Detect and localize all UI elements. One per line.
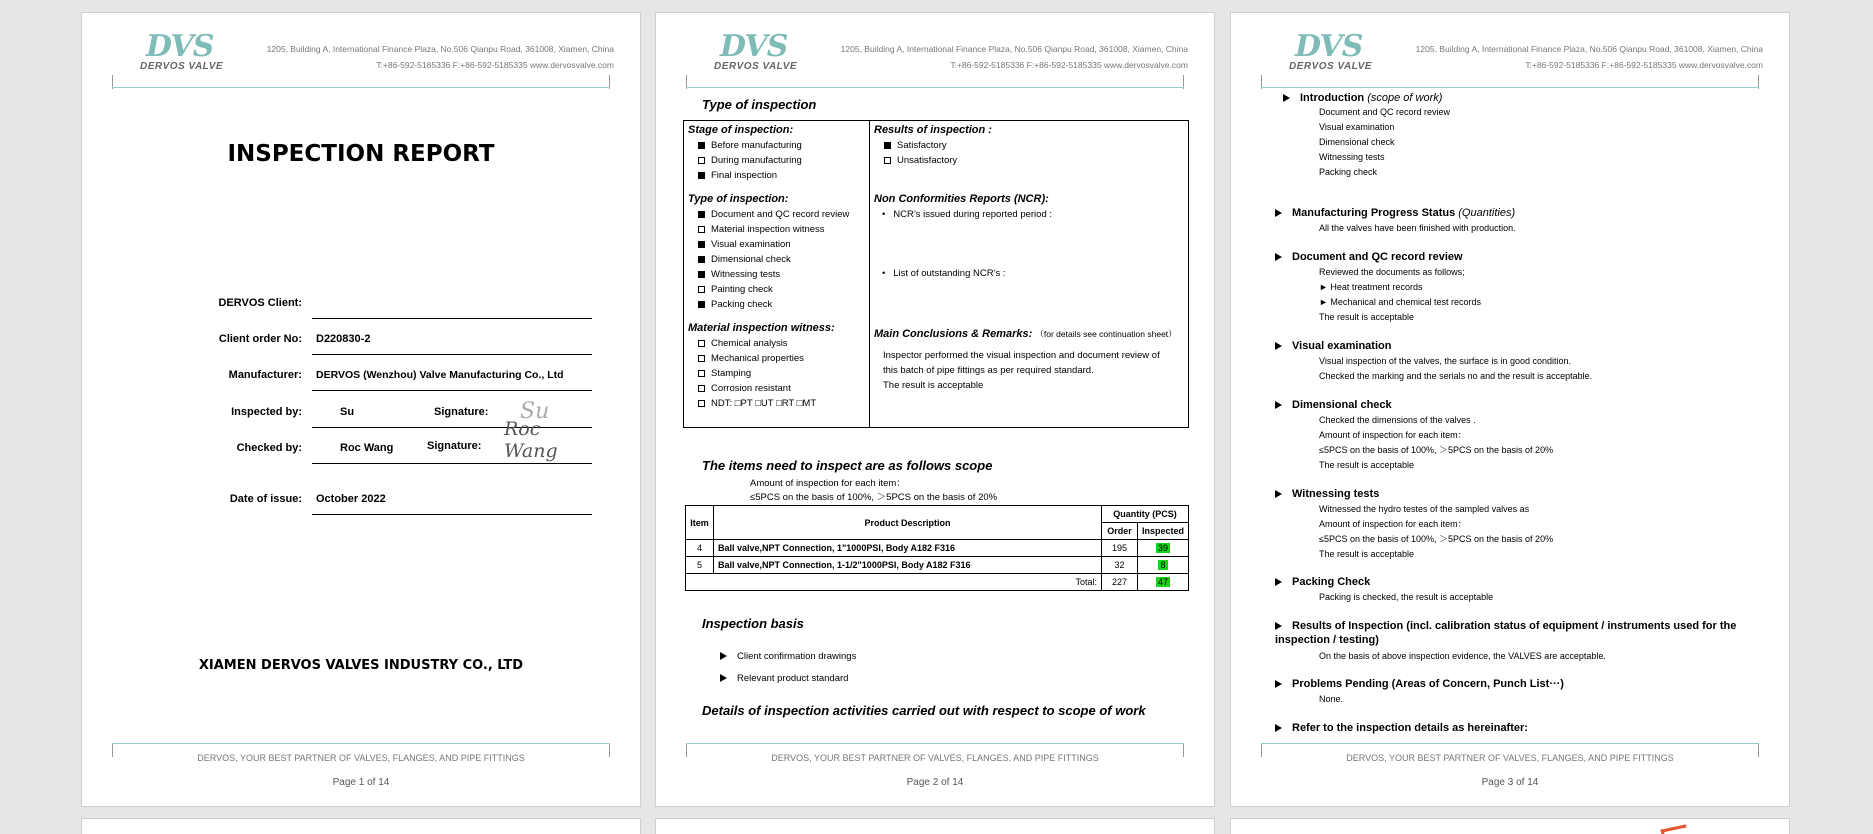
manufacturer-value: DERVOS (Wenzhou) Valve Manufacturing Co., Ltd xyxy=(316,369,564,381)
field-underline xyxy=(312,463,592,464)
doc-line-1: Reviewed the documents as follows; xyxy=(1319,267,1465,277)
header-divider xyxy=(112,87,610,88)
visual-title: Visual examination xyxy=(1292,340,1392,352)
checkbox-label: Witnessing tests xyxy=(711,269,781,280)
checkbox-label: Satisfactory xyxy=(897,140,947,151)
dim-line-4: The result is acceptable xyxy=(1319,460,1415,470)
ncr-text-2: List of outstanding NCR’s : xyxy=(893,268,1006,279)
col-order: Order xyxy=(1101,523,1137,540)
cell-item: 4 xyxy=(686,540,714,557)
page-number: Page 3 of 14 xyxy=(1481,777,1539,788)
refer-section xyxy=(1292,721,1765,736)
page-number: Page 2 of 14 xyxy=(906,777,964,788)
arrow-icon xyxy=(1275,680,1282,688)
dim-title: Dimensional check xyxy=(1292,399,1392,411)
ncr-text-1: NCR’s issued during reported period : xyxy=(893,209,1053,220)
logo-mark: DVS xyxy=(720,29,788,64)
arrow-icon xyxy=(720,652,727,660)
results-text: On the basis of above inspection evidence, the VALVES are acceptable. xyxy=(1319,651,1606,661)
checkbox-label: Stamping xyxy=(711,368,752,379)
basis-title: Inspection basis xyxy=(702,616,804,631)
checked-value: Roc Wang xyxy=(340,442,394,454)
arrow-icon xyxy=(1275,622,1282,630)
client-label: DERVOS Client: xyxy=(218,297,302,309)
field-underline xyxy=(312,514,592,515)
visual-section xyxy=(1292,339,1765,384)
dim-line-2: Amount of inspection for each item： xyxy=(1319,430,1467,440)
type-group-title: Type of inspection: xyxy=(688,193,789,205)
checkbox-item xyxy=(688,168,866,183)
arrow-icon xyxy=(1275,253,1282,261)
pack-section xyxy=(1292,575,1765,605)
ncr-item-2: • List of outstanding NCR’s : xyxy=(882,268,1006,279)
dim-heading xyxy=(1275,398,1765,413)
items-note xyxy=(750,477,997,505)
cell-desc: Ball valve,NPT Connection, 1"1000PSI, Body A182 F316 xyxy=(714,540,1102,557)
visual-heading xyxy=(1275,339,1765,354)
checkbox-item xyxy=(688,252,866,267)
wit-section xyxy=(1292,487,1765,562)
field-underline xyxy=(312,390,592,391)
header-address xyxy=(1416,41,1763,73)
doc-section xyxy=(1292,250,1765,325)
checked-by-field xyxy=(122,418,592,464)
intro-item: Visual examination xyxy=(1319,122,1395,132)
arrow-icon xyxy=(720,674,727,682)
page-header xyxy=(82,13,640,93)
page-5-top xyxy=(655,818,1215,834)
inspected-label: Inspected by: xyxy=(231,406,302,418)
progress-text: All the valves have been finished with production. xyxy=(1319,223,1516,233)
unchecked-box-icon xyxy=(698,385,705,392)
checkbox-item xyxy=(688,207,866,222)
checkbox-item xyxy=(874,138,1186,153)
items-note-line-2: ≤5PCS on the basis of 100%, ＞5PCS on the basis of 20% xyxy=(750,492,998,503)
footer-divider xyxy=(112,743,610,744)
partial-logo-icon xyxy=(1660,824,1687,834)
address-line: 1205, Building A, International Finance Plaza, No.506 Qianpu Road, 361008, Xiamen, China xyxy=(840,44,1188,54)
doc-line-2: ► Heat treatment records xyxy=(1319,282,1423,292)
contact-line: T:+86-592-5185336 F:+86-592-5185335 www.dervosvalve.com xyxy=(1525,60,1763,70)
material-list xyxy=(688,336,866,411)
problems-heading xyxy=(1275,677,1765,692)
intro-item: Dimensional check xyxy=(1319,137,1395,147)
wit-line-1: Witnessed the hydro testes of the sampled valves as xyxy=(1319,504,1530,514)
header-divider xyxy=(686,87,1184,88)
inspected-highlight: 8 xyxy=(1160,560,1166,570)
col-inspected: Inspected xyxy=(1137,523,1188,540)
header-divider xyxy=(1261,87,1759,88)
intro-item: Document and QC record review xyxy=(1319,107,1451,117)
unchecked-box-icon xyxy=(698,355,705,362)
checked-box-icon xyxy=(698,301,705,308)
intro-section xyxy=(1295,91,1765,180)
items-title: The items need to inspect are as follows scope xyxy=(702,458,993,473)
order-field xyxy=(122,319,592,355)
col-item: Item xyxy=(686,506,714,540)
table-row xyxy=(686,557,1189,574)
address-line: 1205, Building A, International Finance Plaza, No.506 Qianpu Road, 361008, Xiamen, China xyxy=(266,44,614,54)
basis-text-1: Client confirmation drawings xyxy=(737,651,857,662)
results-list xyxy=(874,138,1186,168)
arrow-icon xyxy=(1283,94,1290,102)
conclusions-heading xyxy=(874,327,1186,342)
checker-signature: Roc Wang xyxy=(504,418,558,462)
conclusions-result: The result is acceptable xyxy=(883,380,984,391)
dim-line-3: ≤5PCS on the basis of 100%, ＞5PCS on the basis of 20% xyxy=(1319,445,1554,455)
page-6-top xyxy=(1230,818,1790,834)
progress-note: (Quantities) xyxy=(1458,207,1516,219)
checked-label: Checked by: xyxy=(236,442,302,454)
manufacturer-field xyxy=(122,355,592,391)
header-address xyxy=(267,41,614,73)
cell-order: 195 xyxy=(1101,540,1137,557)
dim-section xyxy=(1292,398,1765,473)
problems-title: Problems Pending (Areas of Concern, Punch List···) xyxy=(1292,678,1564,690)
total-order: 227 xyxy=(1101,574,1137,591)
type-list xyxy=(688,207,866,312)
company-logo xyxy=(140,29,230,72)
checkbox-label: Before manufacturing xyxy=(711,140,802,151)
checkbox-label: Corrosion resistant xyxy=(711,383,791,394)
wit-line-3: ≤5PCS on the basis of 100%, ＞5PCS on the basis of 20% xyxy=(1319,534,1554,544)
checkbox-item xyxy=(688,351,866,366)
right-column xyxy=(874,121,1186,393)
progress-section xyxy=(1292,206,1765,236)
intro-item: Packing check xyxy=(1319,167,1378,177)
checked-box-icon xyxy=(698,271,705,278)
inspection-summary-box xyxy=(683,120,1189,428)
checkbox-label: NDT: □PT □UT □RT □MT xyxy=(711,398,817,409)
problems-section xyxy=(1292,677,1765,707)
checkbox-item xyxy=(688,297,866,312)
unchecked-box-icon xyxy=(698,226,705,233)
table-row xyxy=(686,540,1189,557)
results-title: Results of Inspection (incl. calibration status of equipment / instruments used for the inspection / testing) xyxy=(1275,620,1737,646)
stage-list xyxy=(688,138,866,183)
company-name: XIAMEN DERVOS VALVES INDUSTRY CO., LTD xyxy=(198,658,524,673)
checked-box-icon xyxy=(698,172,705,179)
checked-box-icon xyxy=(698,211,705,218)
unchecked-box-icon xyxy=(698,157,705,164)
checked-box-icon xyxy=(884,142,891,149)
checkbox-item xyxy=(688,336,866,351)
signature-label: Signature: xyxy=(427,440,482,452)
logo-text: DERVOS VALVE xyxy=(140,61,224,72)
page-header xyxy=(1231,13,1789,93)
total-inspected: 47 xyxy=(1157,577,1168,587)
report-title: INSPECTION REPORT xyxy=(227,141,495,167)
basis-item-1 xyxy=(720,651,856,662)
checkbox-item xyxy=(688,267,866,282)
col-desc: Product Description xyxy=(714,506,1102,540)
ncr-title: Non Conformities Reports (NCR): xyxy=(874,193,1049,205)
checkbox-item xyxy=(688,222,866,237)
arrow-icon xyxy=(1275,342,1282,350)
intro-heading xyxy=(1283,91,1765,106)
col-qty: Quantity (PCS) xyxy=(1101,506,1188,523)
pack-heading xyxy=(1275,575,1765,590)
intro-note: (scope of work) xyxy=(1367,92,1443,104)
checkbox-label: Final inspection xyxy=(711,170,778,181)
doc-line-3: ► Mechanical and chemical test records xyxy=(1319,297,1481,307)
stage-title: Stage of inspection: xyxy=(688,124,794,136)
address-line: 1205, Building A, International Finance Plaza, No.506 Qianpu Road, 361008, Xiamen, China xyxy=(1415,44,1763,54)
checkbox-label: During manufacturing xyxy=(711,155,802,166)
results-section xyxy=(1275,619,1765,663)
wit-title: Witnessing tests xyxy=(1292,488,1380,500)
page-number: Page 1 of 14 xyxy=(332,777,390,788)
checkbox-label: Painting check xyxy=(711,284,773,295)
basis-text-2: Relevant product standard xyxy=(737,673,849,684)
refer-heading xyxy=(1275,721,1765,736)
items-table-body xyxy=(686,540,1189,574)
checkbox-label: Packing check xyxy=(711,299,773,310)
items-note-line-1: Amount of inspection for each item： xyxy=(750,478,906,489)
footer-tagline: DERVOS, YOUR BEST PARTNER OF VALVES, FLANGES, AND PIPE FITTINGS xyxy=(1346,753,1674,763)
arrow-icon xyxy=(1275,490,1282,498)
type-of-inspection-title: Type of inspection xyxy=(702,97,817,112)
arrow-icon xyxy=(1275,209,1282,217)
footer-divider xyxy=(686,743,1184,744)
cell-inspected xyxy=(1137,540,1188,557)
checkbox-label: Unsatisfactory xyxy=(897,155,958,166)
order-value: D220830-2 xyxy=(316,333,371,345)
progress-title: Manufacturing Progress Status xyxy=(1292,207,1456,219)
client-field xyxy=(122,283,592,319)
checkbox-item xyxy=(688,366,866,381)
company-logo xyxy=(1289,29,1379,72)
results-title: Results of inspection : xyxy=(874,124,992,136)
checkbox-label: Mechanical properties xyxy=(711,353,804,364)
unchecked-box-icon xyxy=(698,400,705,407)
inspector-signature: Su xyxy=(520,399,550,424)
doc-title: Document and QC record review xyxy=(1292,251,1463,263)
visual-line-1: Visual inspection of the valves, the surface is in good condition. xyxy=(1319,356,1571,366)
pack-text: Packing is checked, the result is acceptable xyxy=(1319,592,1494,602)
footer-tagline: DERVOS, YOUR BEST PARTNER OF VALVES, FLANGES, AND PIPE FITTINGS xyxy=(771,753,1099,763)
checked-box-icon xyxy=(698,142,705,149)
header-address xyxy=(841,41,1188,73)
cell-order: 32 xyxy=(1101,557,1137,574)
unchecked-box-icon xyxy=(698,370,705,377)
cell-item: 5 xyxy=(686,557,714,574)
total-row xyxy=(686,574,1189,591)
checkbox-item xyxy=(688,282,866,297)
company-logo xyxy=(714,29,804,72)
ncr-item-1: • NCR’s issued during reported period : xyxy=(882,209,1053,220)
contact-line: T:+86-592-5185336 F:+86-592-5185335 www.dervosvalve.com xyxy=(950,60,1188,70)
pack-title: Packing Check xyxy=(1292,576,1371,588)
checkbox-label: Dimensional check xyxy=(711,254,791,265)
checkbox-label: Chemical analysis xyxy=(711,338,788,349)
checkbox-item xyxy=(688,396,866,411)
material-title: Material inspection witness: xyxy=(688,322,835,334)
date-value: October 2022 xyxy=(316,493,386,505)
checkbox-item xyxy=(688,237,866,252)
footer-tagline: DERVOS, YOUR BEST PARTNER OF VALVES, FLANGES, AND PIPE FITTINGS xyxy=(197,753,525,763)
total-label: Total: xyxy=(686,574,1102,591)
logo-mark: DVS xyxy=(146,29,214,64)
problems-text: None. xyxy=(1319,694,1344,704)
left-column xyxy=(688,121,866,411)
page-1 xyxy=(81,12,641,807)
logo-text: DERVOS VALVE xyxy=(1289,61,1373,72)
wit-heading xyxy=(1275,487,1765,502)
arrow-icon xyxy=(1275,724,1282,732)
logo-text: DERVOS VALVE xyxy=(714,61,798,72)
refer-title: Refer to the inspection details as hereinafter: xyxy=(1292,722,1528,734)
visual-line-2: Checked the marking and the serials no and the result is acceptable. xyxy=(1319,371,1593,381)
checkbox-item xyxy=(688,381,866,396)
signature-label: Signature: xyxy=(434,406,489,418)
intro-item: Witnessing tests xyxy=(1319,152,1385,162)
logo-mark: DVS xyxy=(1295,29,1363,64)
unchecked-box-icon xyxy=(698,286,705,293)
date-label: Date of issue: xyxy=(229,493,302,505)
doc-line-4: The result is acceptable xyxy=(1319,312,1415,322)
arrow-icon xyxy=(1275,578,1282,586)
checked-box-icon xyxy=(698,241,705,248)
page-4-top xyxy=(81,818,641,834)
checkbox-item xyxy=(688,138,866,153)
dim-line-1: Checked the dimensions of the valves . xyxy=(1319,415,1476,425)
order-label: Client order No: xyxy=(218,333,302,345)
contact-line: T:+86-592-5185336 F:+86-592-5185335 www.dervosvalve.com xyxy=(376,60,614,70)
wit-line-2: Amount of inspection for each item： xyxy=(1319,519,1467,529)
cell-inspected xyxy=(1137,557,1188,574)
page-header xyxy=(656,13,1214,93)
inspected-value: Su xyxy=(340,406,355,418)
progress-heading xyxy=(1275,206,1765,221)
cell-desc: Ball valve,NPT Connection, 1-1/2"1000PSI, Body A182 F316 xyxy=(714,557,1102,574)
conclusions-title: Main Conclusions & Remarks: xyxy=(874,328,1033,340)
unchecked-box-icon xyxy=(884,157,891,164)
column-divider xyxy=(869,121,870,427)
page-3 xyxy=(1230,12,1790,807)
intro-list xyxy=(1295,105,1765,180)
manufacturer-label: Manufacturer: xyxy=(228,369,302,381)
basis-item-2 xyxy=(720,673,848,684)
checkbox-item xyxy=(688,153,866,168)
footer-divider xyxy=(1261,743,1759,744)
doc-heading xyxy=(1275,250,1765,265)
checkbox-label: Material inspection witness xyxy=(711,224,825,235)
date-field xyxy=(122,479,592,515)
intro-title: Introduction xyxy=(1300,92,1365,104)
unchecked-box-icon xyxy=(698,340,705,347)
wit-line-4: The result is acceptable xyxy=(1319,549,1415,559)
details-title: Details of inspection activities carried out with respect to scope of work xyxy=(702,703,1146,718)
checkbox-label: Document and QC record review xyxy=(711,209,850,220)
arrow-icon xyxy=(1275,401,1282,409)
items-table xyxy=(685,505,1189,591)
checked-box-icon xyxy=(698,256,705,263)
checkbox-label: Visual examination xyxy=(711,239,791,250)
conclusions-body: Inspector performed the visual inspection and document review of this batch of pipe fittings as per required standard. xyxy=(883,350,1160,376)
inspected-highlight: 39 xyxy=(1157,543,1168,553)
checkbox-item xyxy=(874,153,1186,168)
conclusions-note: （for details see continuation sheet） xyxy=(1035,329,1177,339)
results-heading xyxy=(1275,619,1745,647)
page-2 xyxy=(655,12,1215,807)
